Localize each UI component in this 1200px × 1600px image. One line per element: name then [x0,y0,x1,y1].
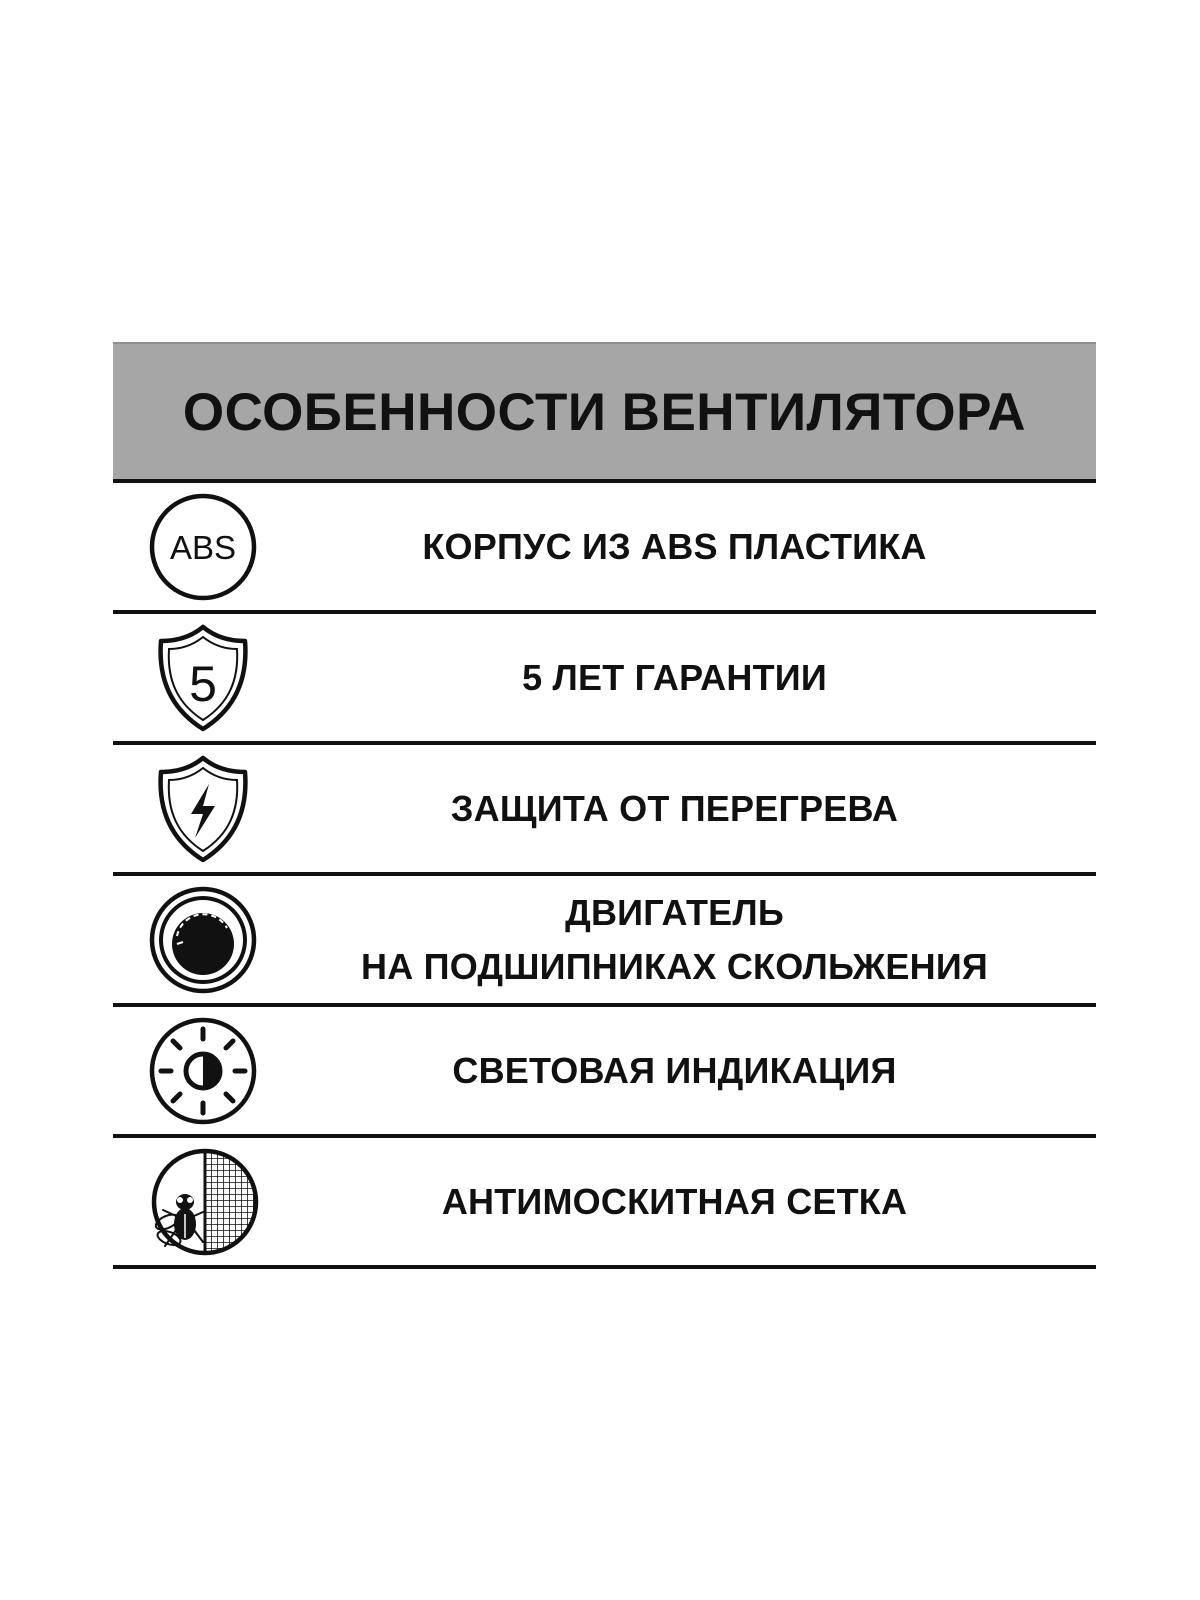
feature-text [293,520,1096,573]
feature-row-indication [113,1007,1096,1134]
shield-lightning-icon [113,745,293,872]
feature-line: СВЕТОВАЯ ИНДИКАЦИЯ [452,1049,897,1091]
feature-row-abs [113,483,1096,610]
page-title: ОСОБЕННОСТИ ВЕНТИЛЯТОРА [182,383,1027,442]
mosquito-net-icon [113,1138,293,1265]
abs-badge-text: ABS [169,528,237,566]
shield-warranty-icon [113,614,293,741]
feature-row-warranty [113,614,1096,741]
feature-text [293,1175,1096,1228]
feature-text [293,886,1096,993]
feature-line: ДВИГАТЕЛЬ [565,892,784,934]
feature-line: 5 ЛЕТ ГАРАНТИИ [522,656,827,698]
features-panel [113,342,1096,1269]
feature-line: НА ПОДШИПНИКАХ СКОЛЬЖЕНИЯ [361,945,988,987]
feature-line: АНТИМОСКИТНАЯ СЕТКА [441,1180,908,1222]
features-header [113,342,1096,479]
motor-bearing-icon [113,876,293,1003]
warranty-years-text: 5 [189,655,217,712]
feature-line: КОРПУС ИЗ ABS ПЛАСТИКА [422,525,927,567]
feature-row-net [113,1138,1096,1265]
abs-badge-icon [113,483,293,610]
divider [113,1265,1096,1269]
feature-text [293,782,1096,835]
feature-row-overheat [113,745,1096,872]
feature-text [293,1044,1096,1097]
light-indicator-icon [113,1007,293,1134]
feature-row-motor [113,876,1096,1003]
feature-text [293,651,1096,704]
feature-line: ЗАЩИТА ОТ ПЕРЕГРЕВА [450,787,899,829]
